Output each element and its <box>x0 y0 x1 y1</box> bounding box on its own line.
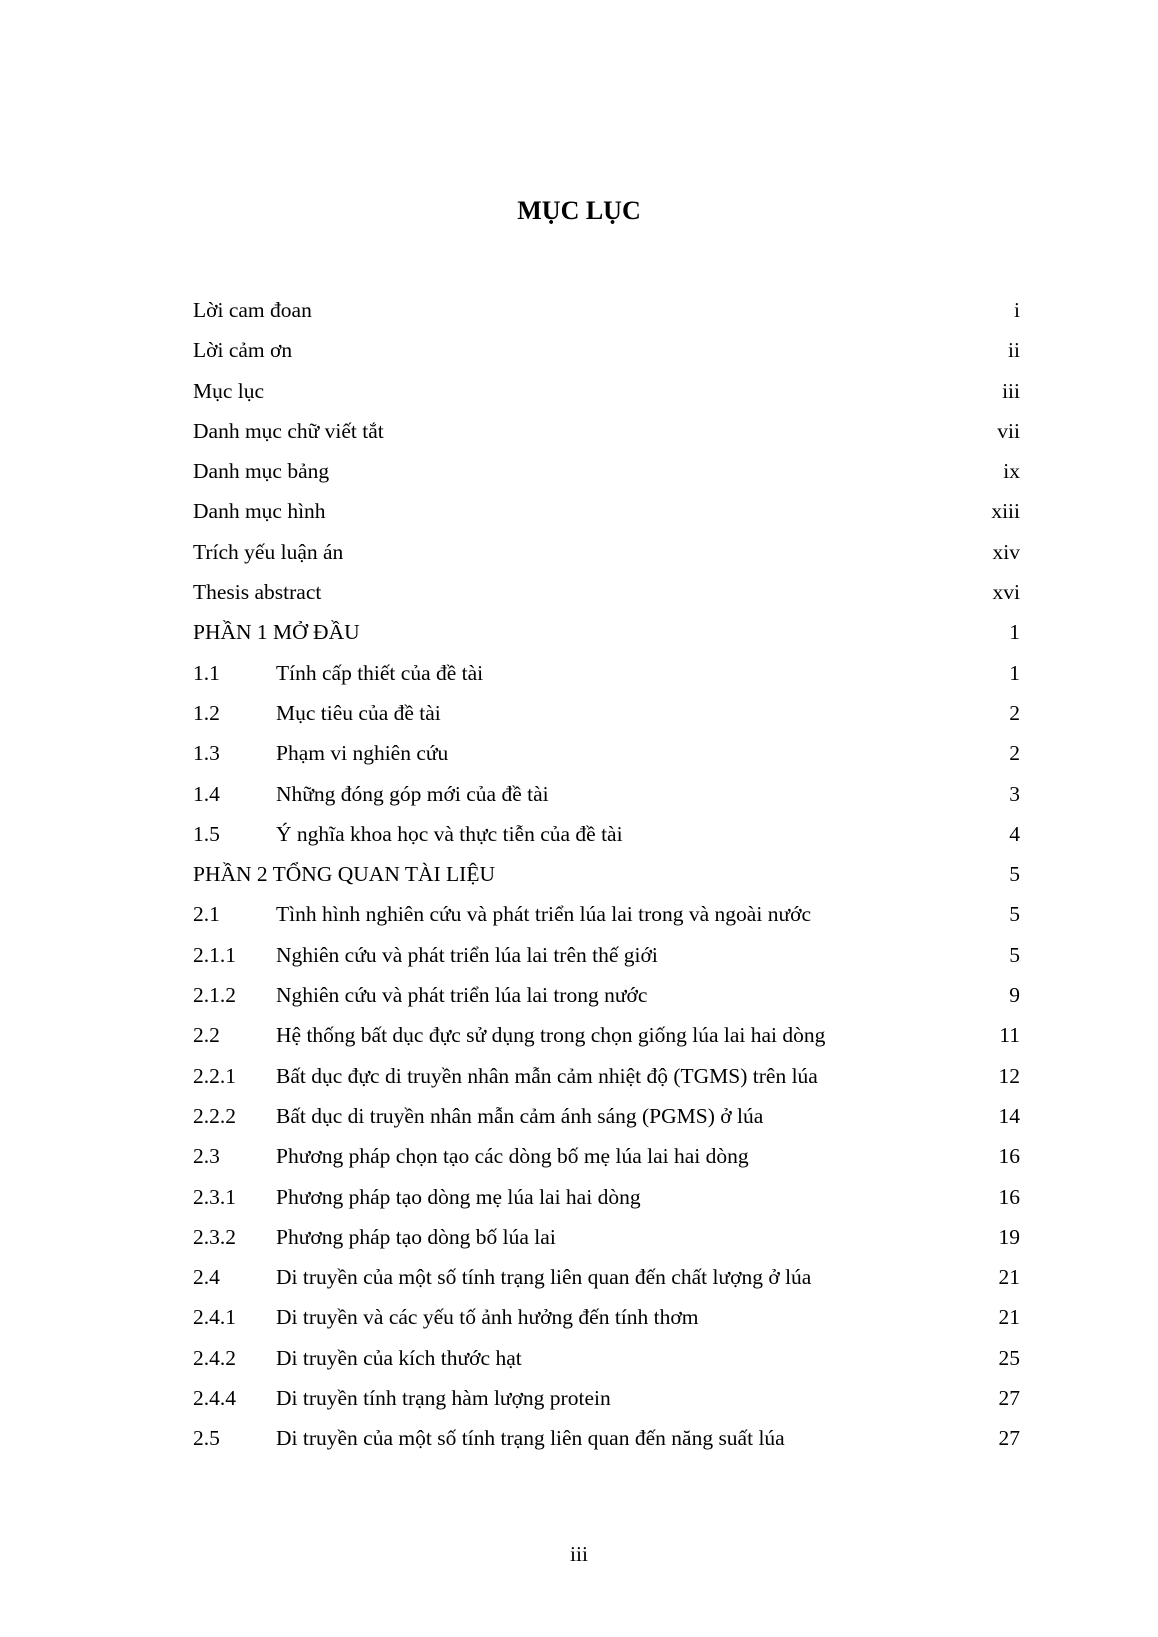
toc-entry-title: Những đóng góp mới của đề tài <box>276 781 549 806</box>
toc-entry-number: 2.2.2 <box>193 1103 236 1128</box>
toc-entry <box>193 782 1020 822</box>
toc-entry-page: vii <box>997 418 1020 443</box>
toc-entry <box>193 540 1020 580</box>
toc-entry-page: 27 <box>998 1386 1020 1411</box>
toc-entry-title: Phương pháp tạo dòng mẹ lúa lai hai dòng <box>276 1184 641 1209</box>
toc-entry-number: 2.5 <box>193 1426 220 1451</box>
toc-entry <box>193 862 1020 902</box>
toc-entry-title: Mục tiêu của đề tài <box>276 700 441 725</box>
toc-entry-page: 14 <box>998 1103 1020 1128</box>
toc-entry-page: i <box>1014 298 1020 322</box>
toc-entry-number: 1.5 <box>193 821 220 846</box>
toc-entry-page: 16 <box>998 1144 1020 1169</box>
toc-entry <box>193 1104 1020 1144</box>
toc-entry <box>193 661 1020 701</box>
toc-entry-title: Danh mục bảng <box>193 459 330 484</box>
toc-entry-title: Tính cấp thiết của đề tài <box>276 660 484 685</box>
toc-entry <box>193 1185 1020 1225</box>
toc-entry-page: xvi <box>992 580 1020 605</box>
toc-entry-number: 1.1 <box>193 660 220 685</box>
toc-entry <box>193 1225 1020 1265</box>
toc-entry-number: 2.2 <box>193 1023 220 1048</box>
toc-entry-title: Di truyền của một số tính trạng liên quan đến năng suất lúa <box>276 1426 785 1451</box>
toc-entry-number: 2.4.2 <box>193 1345 236 1370</box>
toc-entry-page: 4 <box>1009 821 1020 846</box>
table-of-contents <box>193 298 1020 1467</box>
toc-entry-title: Phương pháp tạo dòng bố lúa lai <box>276 1224 556 1249</box>
toc-entry-number: 2.1.1 <box>193 942 236 967</box>
toc-entry-title: Bất dục đực di truyền nhân mẫn cảm nhiệt độ (TGMS) trên lúa <box>276 1063 818 1088</box>
toc-entry-title: Nghiên cứu và phát triển lúa lai trong nước <box>276 983 648 1008</box>
toc-entry <box>193 580 1020 620</box>
toc-entry-title: Di truyền của kích thước hạt <box>276 1345 522 1370</box>
toc-entry <box>193 1346 1020 1386</box>
toc-entry-page: xiii <box>991 499 1020 524</box>
toc-entry-number: 2.2.1 <box>193 1063 236 1088</box>
toc-entry-page: 1 <box>1009 660 1020 685</box>
toc-entry-title: Mục lục <box>193 378 265 403</box>
toc-entry <box>193 1265 1020 1305</box>
toc-entry <box>193 701 1020 741</box>
toc-entry-title: Di truyền và các yếu tố ảnh hưởng đến tính thơm <box>276 1305 699 1330</box>
toc-entry <box>193 620 1020 660</box>
toc-entry-number: 2.1.2 <box>193 983 236 1008</box>
toc-entry <box>193 379 1020 419</box>
toc-entry-title: Nghiên cứu và phát triển lúa lai trên thế giới <box>276 942 658 967</box>
toc-entry-page: 3 <box>1009 781 1020 806</box>
toc-entry-page: 1 <box>1009 620 1020 645</box>
toc-entry-number: 2.3.2 <box>193 1224 236 1249</box>
page-title: MỤC LỤC <box>517 196 641 225</box>
toc-entry <box>193 1023 1020 1063</box>
toc-entry-number: 2.3.1 <box>193 1184 236 1209</box>
toc-entry-page: 16 <box>998 1184 1020 1209</box>
toc-entry-page: iii <box>1002 378 1020 403</box>
toc-entry-title: Tình hình nghiên cứu và phát triển lúa lai trong và ngoài nước <box>276 902 812 927</box>
toc-entry-number: 1.3 <box>193 741 220 766</box>
toc-entry <box>193 499 1020 539</box>
toc-entry-number: 2.4.4 <box>193 1386 236 1411</box>
toc-entry-title: Hệ thống bất dục đực sử dụng trong chọn giống lúa lai hai dòng <box>276 1023 826 1048</box>
toc-entry-number: 1.2 <box>193 700 220 725</box>
toc-entry <box>193 338 1020 378</box>
toc-entry-page: 5 <box>1009 942 1020 967</box>
toc-entry-page: 2 <box>1009 741 1020 766</box>
toc-entry-page: 19 <box>998 1224 1020 1249</box>
toc-entry-number: 2.1 <box>193 902 220 927</box>
toc-entry <box>193 1305 1020 1345</box>
toc-entry-page: 11 <box>999 1023 1020 1048</box>
toc-entry-title: Di truyền của một số tính trạng liên quan đến chất lượng ở lúa <box>276 1265 812 1290</box>
toc-entry-page: 5 <box>1009 902 1020 927</box>
toc-entry <box>193 1386 1020 1426</box>
toc-entry <box>193 298 1020 338</box>
toc-entry-page: 12 <box>998 1063 1020 1088</box>
toc-entry-title: Danh mục chữ viết tắt <box>193 418 384 443</box>
toc-entry <box>193 822 1020 862</box>
toc-entry-number: 1.4 <box>193 781 220 806</box>
toc-entry-page: 25 <box>998 1345 1020 1370</box>
toc-entry-title: Trích yếu luận án <box>193 539 344 564</box>
toc-entry-page: ix <box>1003 459 1020 484</box>
toc-entry-title: Ý nghĩa khoa học và thực tiễn của đề tài <box>276 821 623 846</box>
toc-entry <box>193 1144 1020 1184</box>
toc-entry <box>193 1064 1020 1104</box>
toc-entry <box>193 983 1020 1023</box>
toc-entry-page: ii <box>1008 338 1020 363</box>
toc-entry-page: 9 <box>1009 983 1020 1008</box>
toc-entry <box>193 1426 1020 1466</box>
toc-entry <box>193 419 1020 459</box>
toc-entry-title: Lời cảm ơn <box>193 338 293 363</box>
toc-entry-title: Bất dục di truyền nhân mẫn cảm ánh sáng (PGMS) ở lúa <box>276 1103 764 1128</box>
toc-entry-page: 21 <box>998 1305 1020 1330</box>
toc-entry-title: PHẦN 1 MỞ ĐẦU <box>193 620 360 645</box>
toc-entry-title: Phạm vi nghiên cứu <box>276 741 449 766</box>
toc-entry <box>193 943 1020 983</box>
toc-entry <box>193 902 1020 942</box>
toc-entry-page: 21 <box>998 1265 1020 1290</box>
toc-entry-title: PHẦN 2 TỔNG QUAN TÀI LIỆU <box>193 862 495 887</box>
toc-entry-title: Danh mục hình <box>193 499 326 524</box>
toc-entry-title: Di truyền tính trạng hàm lượng protein <box>276 1386 611 1411</box>
toc-entry-title: Lời cam đoan <box>193 298 312 322</box>
toc-entry-number: 2.4.1 <box>193 1305 236 1330</box>
toc-entry-title: Thesis abstract <box>193 580 322 605</box>
toc-entry-page: 27 <box>998 1426 1020 1451</box>
toc-entry-page: xiv <box>992 539 1020 564</box>
toc-entry <box>193 459 1020 499</box>
toc-entry-title: Phương pháp chọn tạo các dòng bố mẹ lúa lai hai dòng <box>276 1144 749 1169</box>
toc-entry-page: 5 <box>1009 862 1020 887</box>
toc-entry-page: 2 <box>1009 700 1020 725</box>
toc-entry-number: 2.3 <box>193 1144 220 1169</box>
toc-entry-number: 2.4 <box>193 1265 220 1290</box>
page-number: iii <box>570 1542 588 1566</box>
toc-entry <box>193 741 1020 781</box>
